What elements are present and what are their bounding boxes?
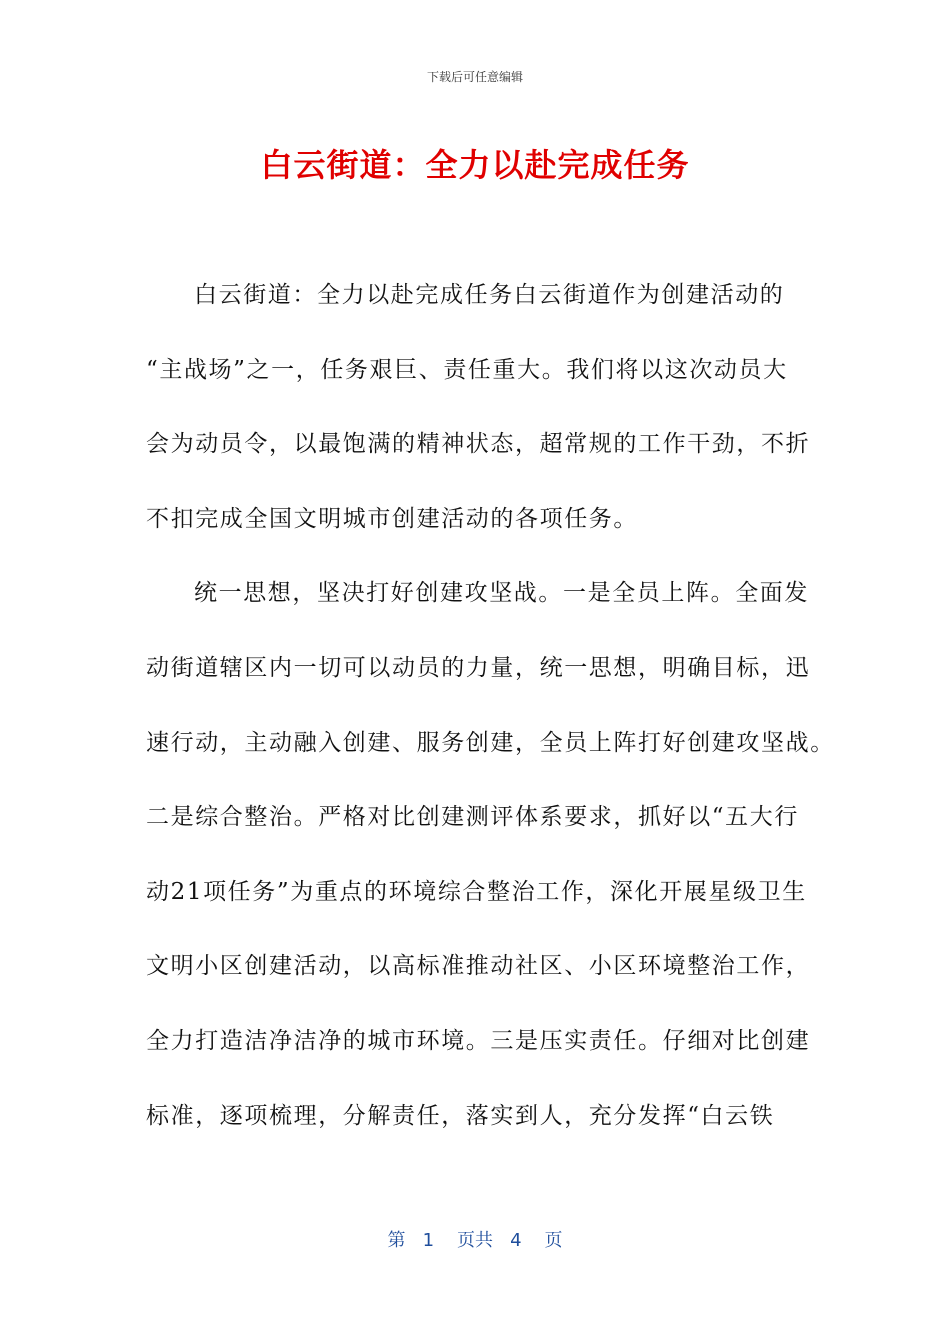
footer-middle: 页共 (457, 1230, 493, 1251)
paragraph-line: 速行动，主动融入创建、服务创建，全员上阵打好创建攻坚战。 (146, 729, 835, 756)
document-body (146, 270, 835, 1165)
paragraph-line: 会为动员令，以最饱满的精神状态，超常规的工作干劲，不折 (146, 431, 811, 458)
page-footer (0, 1226, 950, 1252)
footer-total-pages: 4 (510, 1230, 522, 1251)
document-title: 白云街道：全力以赴完成任务 (260, 146, 690, 184)
paragraph-line: “主战场”之一，任务艰巨、责任重大。我们将以这次动员大 (146, 356, 788, 383)
footer-prefix: 第 (387, 1230, 406, 1251)
paragraph-line: 二是综合整治。严格对比创建测评体系要求，抓好以“五大行 (146, 804, 799, 831)
paragraph-line: 标准，逐项梳理，分解责任，落实到人，充分发挥“白云铁 (146, 1102, 775, 1129)
paragraph-line: 动21项任务”为重点的环境综合整治工作，深化开展星级卫生 (146, 878, 807, 905)
footer-current-page: 1 (422, 1230, 435, 1251)
paragraph-line: 白云街道：全力以赴完成任务白云街道作为创建活动的 (194, 282, 785, 308)
paragraph-line: 全力打造洁净洁净的城市环境。三是压实责任。仔细对比创建 (146, 1027, 811, 1054)
paragraph-line: 不扣完成全国文明城市创建活动的各项任务。 (146, 505, 638, 532)
footer-suffix: 页 (544, 1230, 563, 1251)
paragraph-line: 文明小区创建活动，以高标准推动社区、小区环境整治工作， (146, 953, 811, 980)
paragraph-line: 统一思想，坚决打好创建攻坚战。一是全员上阵。全面发 (194, 580, 809, 607)
header-note: 下载后可任意编辑 (426, 70, 523, 84)
paragraph-line: 动街道辖区内一切可以动员的力量，统一思想，明确目标，迅 (146, 654, 811, 681)
